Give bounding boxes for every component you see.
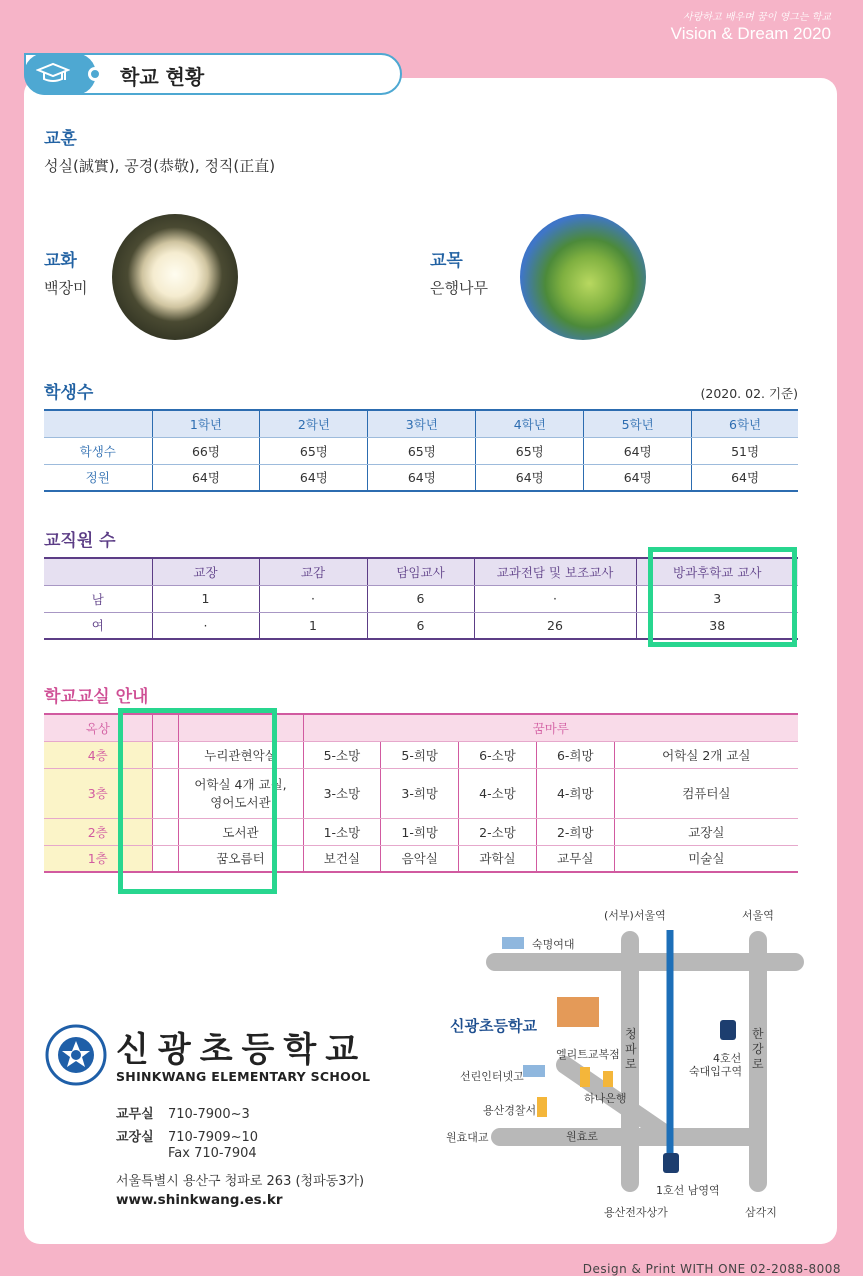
map-road-label: 원효로 xyxy=(566,1130,598,1143)
table-cell: 26 xyxy=(474,612,636,639)
table-cell: 교장 xyxy=(152,558,259,585)
table-cell: 6-소망 xyxy=(459,741,537,768)
fax-number: Fax 710-7904 xyxy=(168,1146,257,1161)
table-cell: 방과후학교 교사 xyxy=(636,558,798,585)
motto-heading: 교훈 xyxy=(44,129,77,149)
table-cell: 보건실 xyxy=(303,845,381,872)
table-cell: · xyxy=(152,612,259,639)
school-name: 신광초등학교 xyxy=(116,1030,368,1070)
motto-text: 성실(誠實), 공경(恭敬), 정직(正直) xyxy=(44,157,276,175)
table-cell: 4-소망 xyxy=(459,768,537,818)
table-cell: 2-희망 xyxy=(536,818,614,845)
table-cell: 3학년 xyxy=(368,410,476,437)
white-rose-image xyxy=(112,214,238,340)
table-cell: 4-희망 xyxy=(536,768,614,818)
table-cell: 65명 xyxy=(476,437,584,464)
table-cell: 64명 xyxy=(260,464,368,491)
tree-heading: 교목 xyxy=(430,251,463,271)
table-cell: 담임교사 xyxy=(367,558,474,585)
map-label: 숙명여대 xyxy=(532,938,575,951)
map-school-label: 신광초등학교 xyxy=(450,1017,537,1035)
table-cell: 음악실 xyxy=(381,845,459,872)
staff-heading: 교직원 수 xyxy=(44,531,116,551)
floor-cell: 4층 xyxy=(44,741,152,768)
classrooms-heading: 학교교실 안내 xyxy=(44,687,149,707)
table-cell: 65명 xyxy=(368,437,476,464)
section-title-bar xyxy=(24,53,402,95)
office-phone xyxy=(116,1103,250,1122)
map-label: 4호선 xyxy=(713,1052,742,1065)
map-label: 하나은행 xyxy=(584,1092,627,1105)
tree-text: 은행나무 xyxy=(430,279,488,297)
table-cell: 1-소망 xyxy=(303,818,381,845)
map-label: 용산경찰서 xyxy=(483,1104,537,1117)
table-cell: 6학년 xyxy=(692,410,798,437)
cell-line: 영어도서관 xyxy=(210,795,271,810)
office-label: 교무실 xyxy=(116,1107,154,1122)
map-label: 숙대입구역 xyxy=(689,1065,743,1078)
map-road-label: 청 xyxy=(625,1027,637,1041)
table-cell: 64명 xyxy=(692,464,798,491)
map-label: 삼각지 xyxy=(745,1206,777,1219)
table-cell: 38 xyxy=(636,612,798,639)
table-cell: 2학년 xyxy=(260,410,368,437)
highlight-box xyxy=(648,547,797,647)
table-cell: 3-소망 xyxy=(303,768,381,818)
table-cell: 학생수 xyxy=(44,437,152,464)
subway-icon xyxy=(663,1153,679,1173)
table-cell: 6 xyxy=(367,612,474,639)
table-cell: 교감 xyxy=(259,558,367,585)
map-label: 서울역 xyxy=(742,909,774,922)
ginkgo-image xyxy=(520,214,646,340)
table-cell: 남 xyxy=(44,585,152,612)
floor-cell: 2층 xyxy=(44,818,152,845)
table-cell: 교장실 xyxy=(614,818,798,845)
map-label: 원효대교 xyxy=(446,1131,489,1144)
table-cell: 5학년 xyxy=(584,410,692,437)
footer-credit: Design & Print WITH ONE 02-2088-8008 xyxy=(582,1262,841,1276)
table-cell: 1 xyxy=(259,612,367,639)
table-cell: 도서관 xyxy=(178,818,303,845)
principal-phone xyxy=(116,1126,258,1145)
table-header-row xyxy=(44,410,798,437)
table-cell: 64명 xyxy=(368,464,476,491)
floor-cell: 3층 xyxy=(44,768,152,818)
school-building-icon xyxy=(557,997,599,1027)
table-cell: 누리관현악실 xyxy=(178,741,303,768)
table-cell: 4학년 xyxy=(476,410,584,437)
address: 서울특별시 용산구 청파로 263 (청파동3가) xyxy=(116,1174,365,1189)
map-label: 엘리트교복점 xyxy=(556,1048,620,1061)
flower-text: 백장미 xyxy=(44,279,88,297)
slogan: 사랑하고 배우며 꿈이 영그는 학교 xyxy=(683,12,831,23)
table-cell: 66명 xyxy=(152,437,260,464)
table-cell: 5-소망 xyxy=(303,741,381,768)
floor-cell: 옥상 xyxy=(44,714,152,741)
students-note: (2020. 02. 기준) xyxy=(700,386,798,401)
table-cell: 교과전담 및 보조교사 xyxy=(474,558,636,585)
table-cell: 6-희망 xyxy=(536,741,614,768)
website-link[interactable]: www.shinkwang.es.kr xyxy=(116,1192,283,1208)
map-road-label: 로 xyxy=(625,1057,637,1071)
school-english-name: SHINKWANG ELEMENTARY SCHOOL xyxy=(116,1069,371,1084)
table-cell: 2-소망 xyxy=(459,818,537,845)
table-cell: 미술실 xyxy=(614,845,798,872)
table-cell: 64명 xyxy=(584,464,692,491)
subway-icon xyxy=(720,1020,736,1040)
table-cell: 3-희망 xyxy=(381,768,459,818)
map-label: 용산전자상가 xyxy=(604,1206,668,1219)
table-row xyxy=(44,464,798,491)
principal-number: 710-7909~10 xyxy=(168,1130,259,1145)
table-cell: 정원 xyxy=(44,464,152,491)
title-dot xyxy=(88,67,102,81)
building-icon xyxy=(523,1065,545,1077)
table-cell: · xyxy=(474,585,636,612)
table-cell: 3 xyxy=(636,585,798,612)
table-cell: 6 xyxy=(367,585,474,612)
table-cell: 어학실 2개 교실 xyxy=(614,741,798,768)
principal-label: 교장실 xyxy=(116,1130,154,1145)
office-number: 710-7900~3 xyxy=(168,1107,250,1122)
header-slogan-block xyxy=(671,8,831,44)
students-table xyxy=(44,409,798,492)
table-cell: 1학년 xyxy=(152,410,260,437)
map-road-label: 파 xyxy=(625,1042,637,1056)
map-label: (서부)서울역 xyxy=(604,909,666,922)
table-cell: 64명 xyxy=(584,437,692,464)
table-cell xyxy=(44,410,152,437)
table-cell: 컴퓨터실 xyxy=(614,768,798,818)
map-label: 1호선 남영역 xyxy=(656,1184,720,1197)
rooftop-cell: 꿈마루 xyxy=(303,714,798,741)
page-title: 학교 현황 xyxy=(120,65,205,89)
table-cell: 여 xyxy=(44,612,152,639)
school-emblem-icon xyxy=(45,1024,107,1086)
table-cell: 64명 xyxy=(152,464,260,491)
graduation-cap-icon xyxy=(36,62,70,86)
students-heading: 학생수 xyxy=(44,383,94,403)
table-cell: 51명 xyxy=(692,437,798,464)
table-cell: · xyxy=(259,585,367,612)
table-cell: 5-희망 xyxy=(381,741,459,768)
flower-heading: 교화 xyxy=(44,251,77,271)
table-cell: 교무실 xyxy=(536,845,614,872)
map-road-label: 강 xyxy=(752,1042,764,1056)
table-cell: 1 xyxy=(152,585,259,612)
map-road-label: 한 xyxy=(752,1027,764,1041)
table-row xyxy=(44,437,798,464)
table-cell xyxy=(44,558,152,585)
table-cell: 1-희망 xyxy=(381,818,459,845)
table-cell: 65명 xyxy=(260,437,368,464)
building-icon xyxy=(502,937,524,949)
cell-line: 어학실 4개 교실, xyxy=(194,777,287,792)
table-cell: 64명 xyxy=(476,464,584,491)
map-road-label: 로 xyxy=(752,1057,764,1071)
floor-cell: 1층 xyxy=(44,845,152,872)
building-icon xyxy=(603,1071,613,1087)
vision-title: Vision & Dream 2020 xyxy=(670,24,831,43)
table-cell: 꿈오름터 xyxy=(178,845,303,872)
highlight-box xyxy=(118,708,277,894)
building-icon xyxy=(537,1097,547,1117)
title-icon-pill xyxy=(24,53,96,95)
building-icon xyxy=(580,1067,590,1087)
table-cell: 과학실 xyxy=(459,845,537,872)
map-label: 선린인터넷고 xyxy=(460,1070,524,1083)
